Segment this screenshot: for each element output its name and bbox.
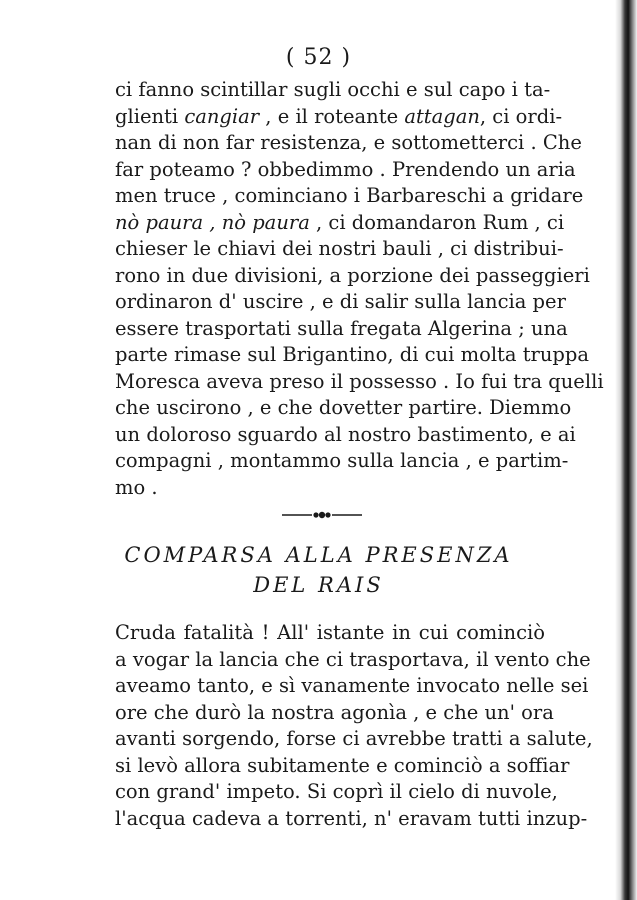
ornament-divider [282, 508, 362, 522]
paragraph-1 [115, 77, 604, 501]
text-line [115, 806, 588, 833]
text-run: a vogar la lancia che ci trasportava, il vento che [115, 647, 591, 671]
text-line [115, 395, 572, 422]
text-run: , e il roteante [259, 104, 405, 128]
section-heading-line-2: DEL RAIS [253, 573, 384, 597]
text-run: essere trasportati sulla fregata Algerina ; una [115, 316, 568, 340]
text-line [115, 475, 545, 502]
text-line [115, 369, 604, 396]
text-line [115, 726, 593, 753]
text-run: ordinaron d' uscire , e di salir sulla lancia per [115, 290, 566, 313]
text-run: con grand' impeto. Si coprì il cielo di nuvole, [115, 780, 558, 803]
text-run: avanti sorgendo, forse ci avrebbe tratti a salute, [115, 727, 593, 750]
text-run: mo . [115, 475, 158, 499]
text-run: , ci domandaron Rum , ci [309, 210, 565, 234]
text-line [115, 620, 545, 647]
text-run: Moresca aveva preso il possesso . Io fui tra quelli [115, 369, 604, 393]
text-line [115, 673, 589, 700]
text-line [115, 77, 551, 104]
text-run: compagni , montammo sulla lancia , e partim- [115, 449, 569, 472]
text-run: ci fanno scintillar sugli occhi e sul capo i ta- [115, 78, 551, 101]
text-line [115, 753, 570, 780]
text-run: l'acqua cadeva a torrenti, n' eravam tutti inzup- [115, 806, 588, 830]
text-line [115, 289, 566, 316]
text-line [115, 210, 565, 237]
section-heading-line-1: COMPARSA ALLA PRESENZA [124, 543, 513, 567]
text-run: ore che durò la nostra agonìa , e che un' ora [115, 700, 554, 724]
text-line [115, 700, 554, 727]
text-line [115, 236, 564, 263]
text-run: si levò allora subitamente e cominciò a soffiar [115, 753, 570, 777]
text-run: nan di non far resistenza, e sottometterci . Che [115, 131, 582, 154]
text-run: men truce , cominciano i Barbareschi a gridare [115, 184, 584, 207]
text-run: far poteamo ? obbedimmo . Prendendo un aria [115, 157, 576, 181]
text-line [115, 647, 591, 674]
italic-text-run: attagan [404, 104, 480, 128]
text-line [115, 779, 558, 806]
text-line [115, 183, 584, 210]
text-run: rono in due divisioni, a porzione dei passeggieri [115, 263, 590, 287]
text-line [115, 104, 563, 131]
text-run: chieser le chiavi dei nostri bauli , ci distribui- [115, 237, 564, 260]
text-line [115, 263, 590, 290]
text-run: aveamo tanto, e sì vanamente invocato nelle sei [115, 674, 589, 697]
page-edge-shadow [615, 0, 637, 900]
text-line [115, 316, 568, 343]
text-run: parte rimase sul Brigantino, di cui molta truppa [115, 343, 590, 366]
italic-text-run: nò paura , nò paura [115, 210, 310, 234]
paragraph-2 [115, 620, 593, 832]
text-run: , ci ordi- [479, 104, 563, 128]
text-run: glienti [115, 104, 185, 128]
text-line [115, 448, 569, 475]
text-run: Cruda fatalità ! All' istante in cui cominciò [115, 621, 545, 644]
text-line [115, 342, 590, 369]
page-number: ( 52 ) [285, 45, 352, 70]
text-run: che uscirono , e che dovetter partire. Diemmo [115, 396, 572, 419]
text-line [115, 422, 576, 449]
text-line [115, 130, 582, 157]
text-run: un doloroso sguardo al nostro bastimento, e ai [115, 422, 576, 446]
text-line [115, 157, 576, 184]
italic-text-run: cangiar [184, 104, 260, 128]
